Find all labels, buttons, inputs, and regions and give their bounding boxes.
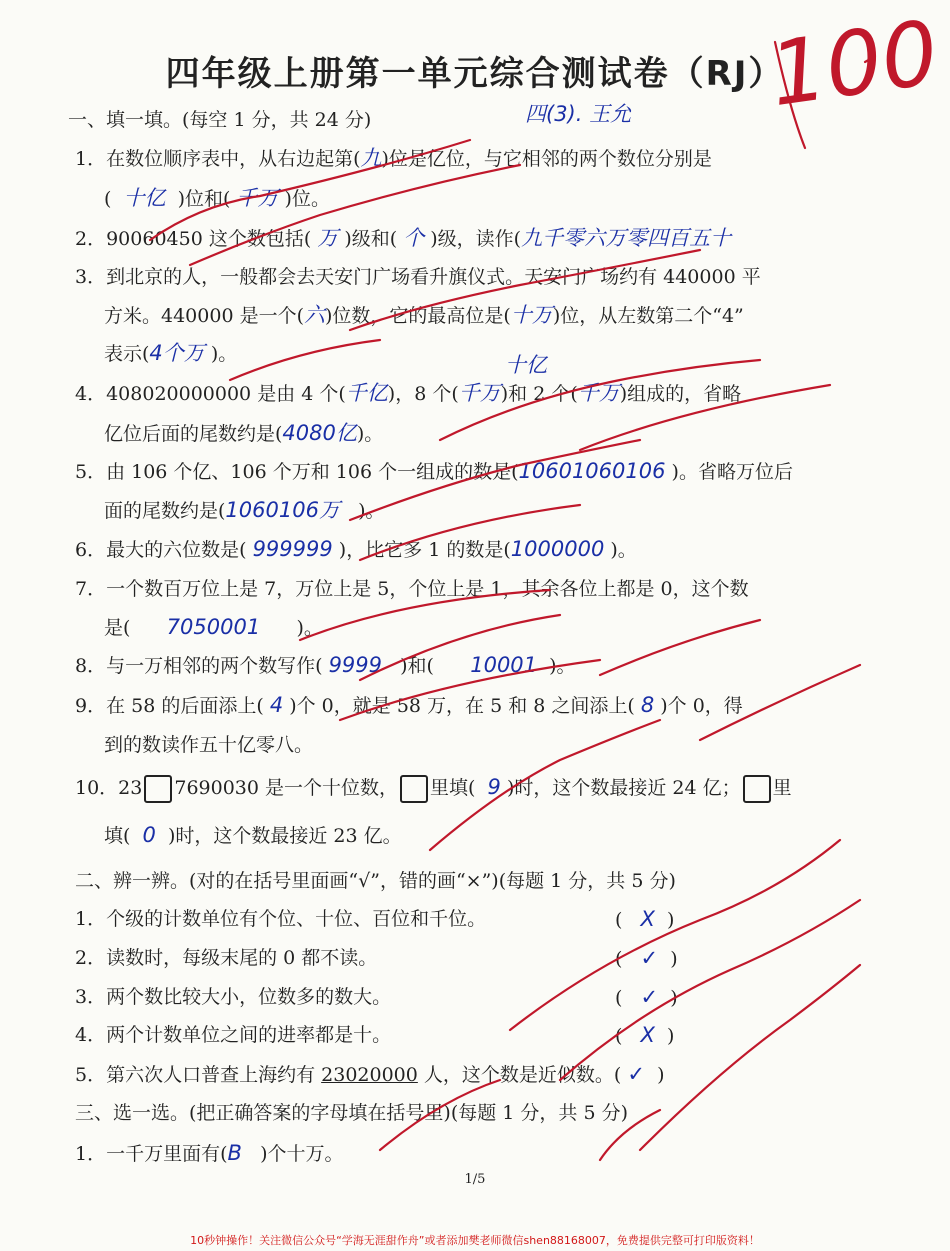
blank-box [144,775,172,803]
answer-bracket: ( X ) [615,907,675,931]
footer-banner: 10秒钟操作！关注微信公众号“学海无涯甜作舟”或者添加樊老师微信shen88168007，免费提供完整可打印版资料！ [190,1234,760,1247]
answer: 九千零六万零四百五十 [521,226,732,250]
q9-line1: 9．在 58 的后面添上( 4 )个 0，就是 58 万，在 5 和 8 之间添上( 8 )个 0，得 [75,693,743,717]
answer: 9 [487,775,501,799]
answer: 4个万 [149,341,205,365]
answer: ✓ [640,985,659,1009]
answer: 万 [317,226,339,250]
q7-line1: 7．一个数百万位上是 7，万位上是 5，个位上是 1，其余各位上都是 0，这个数 [75,578,749,600]
check-stroke [230,340,380,380]
answer: 4 [269,693,284,717]
answer-bracket: ( X ) [615,1023,675,1047]
judge-item-4: 4．两个计数单位之间的进率都是十。 ( X ) [75,1023,675,1047]
judge-item-5: 5．第六次人口普查上海约有 23020000 人，这个数是近似数。( ✓ ) [75,1062,665,1086]
answer: 10001 [470,653,538,677]
answer: 1060106万 [225,498,340,522]
q9-line2: 到的数读作五十亿零八。 [104,734,314,756]
check-stroke [560,900,860,1080]
q6-line: 6．最大的六位数是( 999999 )，比它多 1 的数是(1000000 )。 [75,537,637,561]
score-mark: 100 [763,0,945,127]
check-stroke [600,620,760,675]
answer: 7050001 [166,615,261,639]
answer-bracket: ( ✓ ) [615,946,678,970]
answer: 千万 [577,381,620,405]
answer: 千亿 [345,381,388,405]
q3-line3: 表示(4个万 )。 [104,341,238,365]
q4-line2: 亿位后面的尾数约是(4080亿)。 [104,421,384,445]
q1-line1: 1．在数位顺序表中，从右边起第(九)位是亿位，与它相邻的两个数位分别是 [75,146,712,170]
section3-heading: 三、选一选。(把正确答案的字母填在括号里)(每题 1 分，共 5 分) [75,1102,628,1124]
q4-extra-answer: 十亿 [505,353,547,377]
underlined-number: 23020000 [321,1064,418,1086]
q1-line2: ( 十亿 )位和( 千万 )位。 [104,186,330,210]
blank-box [743,775,771,803]
judge-item-2: 2．读数时，每级末尾的 0 都不读。 ( ✓ ) [75,946,678,970]
section2-heading: 二、辨一辨。(对的在括号里面画“√”，错的画“×”)(每题 1 分，共 5 分) [75,870,676,892]
q5-line2: 面的尾数约是(1060106万 )。 [104,498,385,522]
page-number: 1/5 [464,1172,486,1187]
answer: 六 [303,303,325,327]
blank-box [400,775,428,803]
answer: 9999 [328,653,383,677]
q3-line2: 方米。440000 是一个(六)位数，它的最高位是(十万)位，从左数第二个“4” [104,303,744,327]
answer: 千万 [236,186,279,210]
answer: X [640,1023,655,1047]
q7-line2: 是( 7050001 )。 [104,615,323,639]
judge-item-1: 1．个级的计数单位有个位、十位、百位和千位。 ( X ) [75,907,675,931]
q4-line1: 4．408020000000 是由 4 个(千亿)，8 个(千万)和 2 个(千万)组成的，省略 [75,381,742,405]
answer: B [227,1141,242,1165]
answer: 十万 [510,303,553,327]
q8-line: 8．与一万相邻的两个数写作( 9999 )和( 10001 )。 [75,653,576,677]
answer: 十亿 [123,186,166,210]
q3-line1: 3．到北京的人，一般都会去天安门广场看升旗仪式。天安门广场约有 440000 平 [75,266,761,288]
answer: 千万 [458,381,501,405]
answer: 1000000 [510,537,605,561]
answer: X [640,907,655,931]
choice-item-1: 1．一千万里面有(B )个十万。 [75,1141,344,1165]
student-name: 四(3). 王允 [525,102,632,126]
answer-bracket: ( ✓ ) [615,985,678,1009]
judge-item-3: 3．两个数比较大小，位数多的数大。 ( ✓ ) [75,985,678,1009]
q10-line1: 10．23 7690030 是一个十位数， 里填( 9 )时，这个数最接近 24 亿； 里 [75,774,792,803]
answer: ✓ [627,1062,645,1086]
answer: 999999 [252,537,333,561]
q10-line2: 填( 0 )时，这个数最接近 23 亿。 [104,823,402,847]
q5-line1: 5．由 106 个亿、106 个万和 106 个一组成的数是(10601060106 )。省略万位后 [75,459,793,483]
answer: 九 [360,146,382,170]
answer: 8 [640,693,655,717]
section1-heading: 一、填一填。(每空 1 分，共 24 分) [68,109,372,131]
answer: 4080亿 [282,421,357,445]
answer: ✓ [640,946,659,970]
exam-title: 四年级上册第一单元综合测试卷（RJ） [165,54,785,94]
q2-line: 2．90060450 这个数包括( 万 )级和( 个 )级，读作(九千零六万零四百五十 [75,226,732,250]
answer: 10601060106 [518,459,666,483]
answer: 个 [403,226,425,250]
answer: 0 [142,823,156,847]
